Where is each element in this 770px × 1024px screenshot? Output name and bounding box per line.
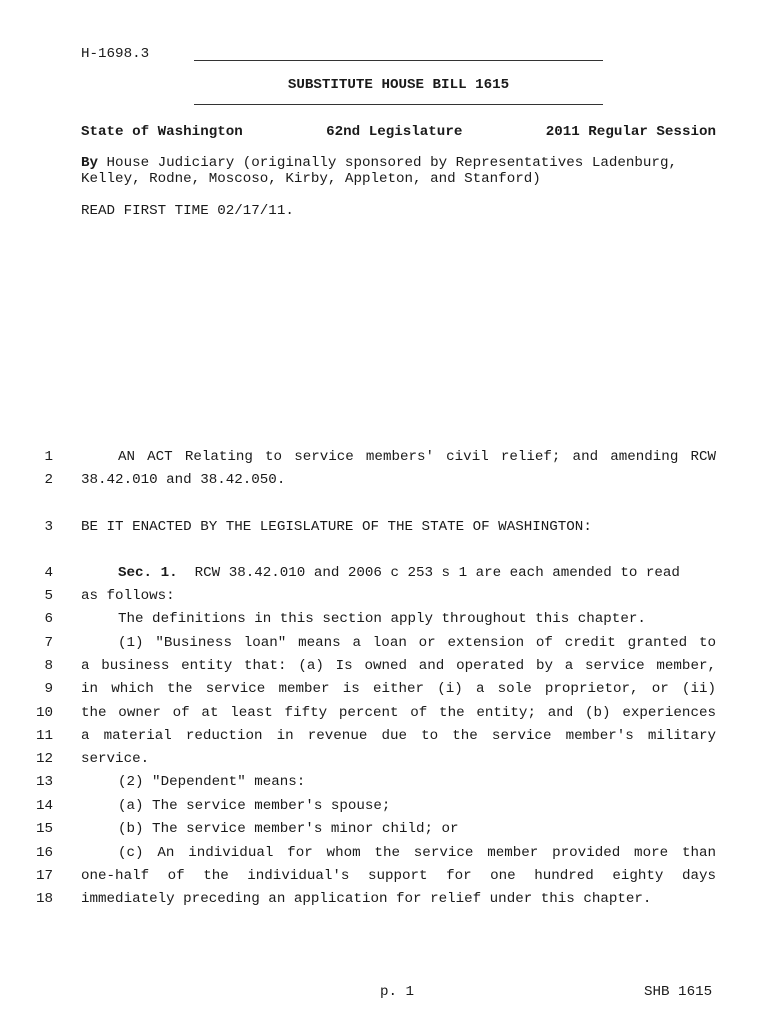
line-number: 15 (35, 821, 53, 837)
state-name: State of Washington (81, 124, 243, 140)
enacting-clause: BE IT ENACTED BY THE LEGISLATURE OF THE STATE OF WASHINGTON: (81, 519, 592, 535)
body-line: (2) "Dependent" means: (118, 774, 306, 790)
body-line: service. (81, 751, 150, 767)
read-first-time: READ FIRST TIME 02/17/11. (81, 203, 294, 219)
line-number: 10 (35, 705, 53, 721)
line-number: 3 (44, 519, 53, 535)
body-line: (b) The service member's minor child; or (118, 821, 459, 837)
body-line: 38.42.010 and 38.42.050. (81, 472, 286, 488)
legislature-number: 62nd Legislature (326, 124, 463, 140)
line-number: 5 (44, 588, 53, 604)
line-number: 18 (35, 891, 53, 907)
line-number: 4 (44, 565, 53, 581)
page-number: p. 1 (380, 984, 415, 1000)
line-number: 2 (44, 472, 53, 488)
line-number: 17 (35, 868, 53, 884)
section-heading-text: RCW 38.42.010 and 2006 c 253 s 1 are each amended to read (177, 565, 680, 581)
sponsor-line-2: Kelley, Rodne, Moscoso, Kirby, Appleton, and Stanford) (81, 171, 541, 187)
body-line: the owner of at least fifty percent of the entity; and (b) experiences (81, 705, 716, 721)
line-number: 8 (44, 658, 53, 674)
body-line: in which the service member is either (i) a sole proprietor, or (ii) (81, 681, 716, 697)
line-number: 12 (35, 751, 53, 767)
legislature-info-row (81, 124, 716, 140)
body-line: (a) The service member's spouse; (118, 798, 391, 814)
bill-title: SUBSTITUTE HOUSE BILL 1615 (287, 77, 510, 93)
line-number: 13 (35, 774, 53, 790)
body-line: (c) An individual for whom the service member provided more than (118, 845, 716, 861)
line-number: 11 (35, 728, 53, 744)
line-number: 16 (35, 845, 53, 861)
line-number: 6 (44, 611, 53, 627)
body-line: as follows: (81, 588, 175, 604)
document-code: H-1698.3 (81, 46, 150, 62)
body-line: one-half of the individual's support for one hundred eighty days (81, 868, 716, 884)
body-line: AN ACT Relating to service members' civil relief; and amending RCW (118, 449, 716, 465)
line-number: 14 (35, 798, 53, 814)
footer-bill-id: SHB 1615 (644, 984, 713, 1000)
header-rule-bottom (194, 104, 603, 105)
body-line: The definitions in this section apply throughout this chapter. (118, 611, 646, 627)
line-number: 1 (44, 449, 53, 465)
sponsor-line-1 (81, 155, 716, 171)
section-heading-line (81, 565, 716, 581)
sponsor-text-1: House Judiciary (originally sponsored by Representatives Ladenburg, (98, 155, 677, 171)
body-line: immediately preceding an application for relief under this chapter. (81, 891, 652, 907)
section-label: Sec. 1. (118, 565, 178, 581)
line-number: 9 (44, 681, 53, 697)
body-line: (1) "Business loan" means a loan or extension of credit granted to (118, 635, 716, 651)
line-number: 7 (44, 635, 53, 651)
sponsor-prefix: By (81, 155, 99, 171)
body-line: a business entity that: (a) Is owned and operated by a service member, (81, 658, 716, 674)
header-rule-top (194, 60, 603, 61)
session-name: 2011 Regular Session (545, 124, 716, 140)
body-line: a material reduction in revenue due to the service member's military (81, 728, 716, 744)
